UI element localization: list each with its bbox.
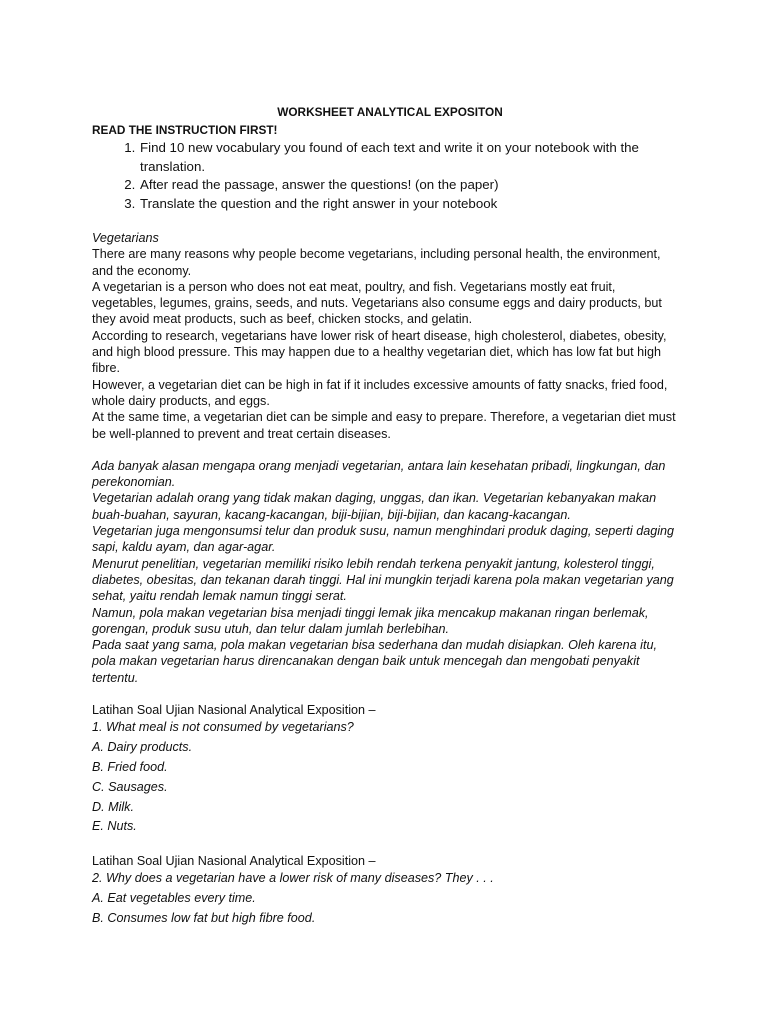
question-block xyxy=(92,853,682,929)
question-header: Latihan Soal Ujian Nasional Analytical Exposition – xyxy=(92,854,376,869)
instruction-item: 1. Find 10 new vocabulary you found of each text and write it on your notebook with the translation. xyxy=(139,139,682,176)
passage-paragraph: At the same time, a vegetarian diet can be simple and easy to prepare. Therefore, a vegetarian diet must be well-planned to prevent and treat certain diseases. xyxy=(92,410,676,441)
translation-paragraph: Menurut penelitian, vegetarian memiliki risiko lebih rendah terkena penyakit jantung, kolesterol tinggi, diabetes, obesitas, dan tekanan darah tinggi. Hal ini mungkin terjadi karena pola makan vegetarian yang sehat, yaitu rendah lemak namun tinggi serat. xyxy=(92,556,674,604)
passage-paragraph: A vegetarian is a person who does not eat meat, poultry, and fish. Vegetarians mostly eat fruit, vegetables, legumes, grains, seeds, and nuts. Vegetarians also consume eggs and dairy products, but they avoid meat products, such as beef, chicken stocks, and gelatin. xyxy=(92,279,662,327)
instruction-list xyxy=(92,139,682,213)
translation-paragraph: Vegetarian juga mengonsumsi telur dan produk susu, namun menghindari produk daging, seperti daging sapi, kaldu ayam, dan agar-agar. xyxy=(92,524,675,555)
answer-option: C. Sausages. xyxy=(92,779,168,794)
passage-paragraph: There are many reasons why people become vegetarians, including personal health, the environment, and the economy. xyxy=(92,247,661,278)
question-text: 2. Why does a vegetarian have a lower risk of many diseases? They . . . xyxy=(92,871,494,886)
answer-option: A. Eat vegetables every time. xyxy=(92,891,256,906)
question-block xyxy=(92,702,682,837)
answer-option: A. Dairy products. xyxy=(92,740,193,755)
instruction-item: 2. After read the passage, answer the questions! (on the paper) xyxy=(139,176,682,195)
answer-option: B. Fried food. xyxy=(92,759,168,774)
instruction-heading: READ THE INSTRUCTION FIRST! xyxy=(92,123,278,137)
question-text: 1. What meal is not consumed by vegetarians? xyxy=(92,720,354,735)
answer-option: E. Nuts. xyxy=(92,819,137,834)
worksheet-title: WORKSHEET ANALYTICAL EXPOSITON xyxy=(277,105,503,119)
translation-paragraph: Namun, pola makan vegetarian bisa menjadi tinggi lemak jika mencakup makanan ringan berlemak, gorengan, produk susu utuh, dan telur dalam jumlah berlebihan. xyxy=(92,605,649,636)
passage-paragraph: However, a vegetarian diet can be high in fat if it includes excessive amounts of fatty snacks, fried food, whole dairy products, and eggs. xyxy=(92,377,668,408)
passage-indonesian xyxy=(92,458,682,686)
passage-paragraph: According to research, vegetarians have lower risk of heart disease, high cholesterol, diabetes, obesity, and high blood pressure. This may happen due to a healthy vegetarian diet, which has low fat but high fibre. xyxy=(92,328,667,376)
worksheet-page xyxy=(92,104,682,929)
translation-paragraph: Vegetarian adalah orang yang tidak makan daging, unggas, dan ikan. Vegetarian kebanyakan makan buah-buahan, sayuran, kacang-kacangan, biji-bijian, biji-bijian, dan kacang-kacangan. xyxy=(92,491,657,522)
translation-paragraph: Pada saat yang sama, pola makan vegetarian bisa sederhana dan mudah disiapkan. Oleh karena itu, pola makan vegetarian harus direncanakan dengan baik untuk mencegah dan mengobati penyakit tertentu. xyxy=(92,638,657,685)
translation-paragraph: Ada banyak alasan mengapa orang menjadi vegetarian, antara lain kesehatan pribadi, lingkungan, dan perekonomian. xyxy=(92,458,666,490)
passage-english xyxy=(92,230,682,442)
passage-title: Vegetarians xyxy=(92,231,159,245)
question-header: Latihan Soal Ujian Nasional Analytical Exposition – xyxy=(92,703,376,718)
answer-option: B. Consumes low fat but high fibre food. xyxy=(92,910,316,925)
answer-option: D. Milk. xyxy=(92,799,134,814)
instruction-item: 3. Translate the question and the right answer in your notebook xyxy=(139,195,682,214)
